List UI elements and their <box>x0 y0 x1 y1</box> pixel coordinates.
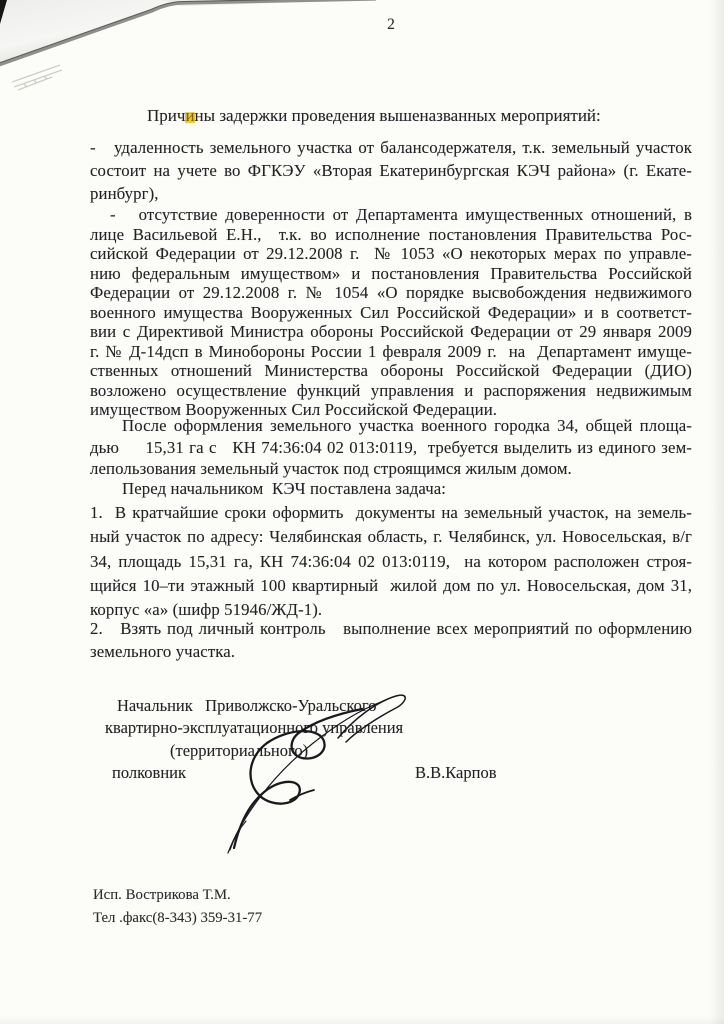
text-line: корпус «а» (шифр 51946/ЖД-1). <box>90 600 323 620</box>
text-line: 1. В кратчайшие сроки оформить документы на земельный участок, на земель- <box>90 503 692 522</box>
text-line: лице Васильевой Е.Н., т.к. во исполнение постановления Правительства Рос- <box>90 224 692 244</box>
handwritten-signature <box>190 688 450 868</box>
task-intro-line <box>90 478 692 500</box>
executor-name: Исп. Вострикова Т.М. <box>93 887 231 903</box>
bullet-paragraph-remoteness <box>90 136 692 206</box>
signer-title-line: квартирно-эксплуатационного управления <box>105 718 404 738</box>
text-line: сийской Федерации от 29.12.2008 г. № 1053 «О некоторых мерах по управле- <box>90 244 692 263</box>
text-line: возложено осуществление функций управления и распоряжения недвижимым <box>90 380 692 400</box>
heading-suffix: ны задержки проведения вышеназванных мероприятий: <box>194 106 601 125</box>
signer-title-line: (территориального) <box>170 740 309 760</box>
text-line: ный участок по адресу: Челябинская область, г. Челябинск, ул. Новосельская, в/г <box>90 527 692 547</box>
text-line: - удаленность земельного участка от балансодержателя, т.к. земельный участок <box>90 138 692 157</box>
executor-footer <box>93 884 695 929</box>
text-line: Перед начальником КЭЧ поставлена задача: <box>122 479 447 498</box>
numbered-item-2 <box>90 617 692 663</box>
text-line: После оформления земельного участка военного городка 34, общей площа- <box>122 416 692 435</box>
text-line: - отсутствие доверенности от Департамента имущественных отношений, в <box>110 205 692 224</box>
text-line: 2. Взять под личный контроль выполнение всех мероприятий по оформлению <box>90 619 692 638</box>
text-line: дью 15,31 га с КН 74:36:04 02 013:0119, требуется выделить из единого зем- <box>90 437 692 457</box>
text-line: земельного участка. <box>90 642 236 661</box>
signer-name: В.В.Карпов <box>415 763 497 783</box>
text-line: ринбург), <box>90 184 159 204</box>
text-line: состоит на учете во ФГКЭУ «Вторая Екатеринбургская КЭЧ района» (г. Екате- <box>90 161 692 181</box>
document-heading <box>90 106 724 126</box>
text-line: имуществом Вооруженных Сил Российской Федерации. <box>90 400 498 419</box>
signer-title-line: Начальник Приволжско-Уральского <box>117 696 377 715</box>
bullet-paragraph-power-of-attorney <box>90 205 692 420</box>
heading-prefix: Прич <box>147 106 186 125</box>
text-line: лепользования земельный участок под строящимся жилым домом. <box>90 459 572 479</box>
scan-edge-shading-bottom <box>0 1016 724 1024</box>
faint-scribble-mark <box>12 65 62 90</box>
executor-phone: Тел .факс(8-343) 359-31-77 <box>93 909 263 926</box>
paragraph-after-registration <box>90 415 692 480</box>
scan-edge-shading-right <box>710 0 724 1024</box>
numbered-item-1 <box>90 501 692 622</box>
page-number: 2 <box>387 16 395 33</box>
text-line: ственных отношений Министерства обороны Российской Федерации (ДИО) <box>90 361 692 380</box>
text-line: Федерации от 29.12.2008 г. № 1054 «О порядке высвобождения недвижимого <box>90 283 692 302</box>
yellow-highlight-mark: и <box>185 106 195 125</box>
signer-rank: полковник <box>112 763 186 783</box>
text-line: военного имущества Вооруженных Сил Российской Федерации» и в соответст- <box>90 302 692 322</box>
text-line: нию федеральным имуществом» и постановления Правительства Российской <box>90 263 692 283</box>
text-line: вии с Директивой Министра обороны Российской Федерации от 29 января 2009 <box>90 322 692 341</box>
text-line: г. № Д-14дсп в Минобороны России 1 февраля 2009 г. на Департамент имуще- <box>90 341 692 361</box>
text-line: щийся 10–ти этажный 100 квартирный жилой дом по ул. Новосельская, дом 31, <box>90 575 692 595</box>
text-line: 34, площадь 15,31 га, КН 74:36:04 02 013:0119, на котором расположен строя- <box>90 551 692 571</box>
